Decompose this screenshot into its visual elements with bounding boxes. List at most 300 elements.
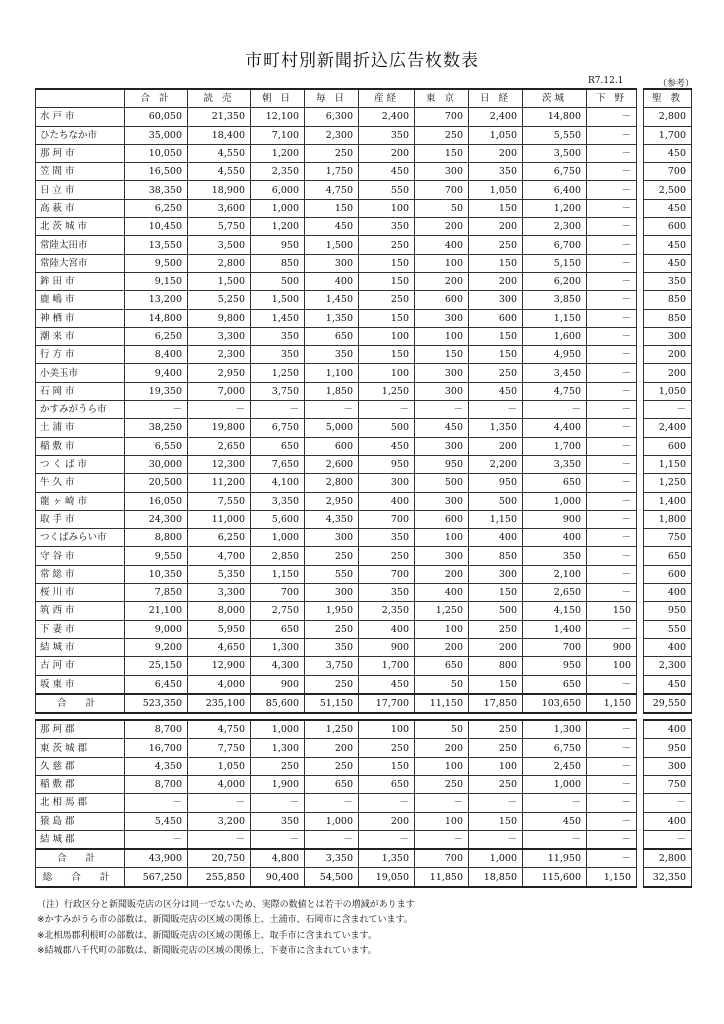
column-gap [637,868,644,887]
table-cell: 2,800 [188,254,251,272]
table-cell: 700 [523,638,587,656]
table-cell: 450 [359,675,415,694]
table-cell: 50 [415,675,469,694]
table-cell: 12,900 [188,657,251,675]
table-cell: 400 [305,272,359,290]
table-cell: 2,750 [251,602,305,620]
table-cell: 850 [644,309,692,327]
table-cell: 21,100 [125,602,188,620]
table-cell: 700 [359,565,415,583]
table-cell: 300 [644,327,692,345]
table-cell: 350 [305,638,359,656]
table-cell: 1,600 [523,327,587,345]
table-cell: － [587,474,637,492]
table-cell: 150 [415,346,469,364]
table-cell: 400 [644,812,692,830]
table-cell: 150 [469,199,523,217]
table-cell: 250 [359,547,415,565]
column-gap [637,455,644,473]
table-cell: 650 [251,620,305,638]
table-cell: 11,950 [523,849,587,868]
table-cell: 9,150 [125,272,188,290]
page-title: 市町村別新聞折込広告枚数表 [245,51,479,71]
row-label: 下 妻 市 [36,620,125,638]
table-cell: 150 [415,144,469,162]
table-cell: 6,750 [523,163,587,181]
table-cell: 7,750 [188,739,251,757]
row-label: 小美玉市 [36,364,125,382]
table-cell: 5,000 [305,419,359,437]
table-cell: 100 [359,199,415,217]
table-cell: 750 [644,775,692,793]
table-cell: 2,400 [469,108,523,126]
table-cell: － [644,794,692,812]
table-cell: 30,000 [125,455,188,473]
notes [37,898,415,960]
table-cell: － [587,291,637,309]
table-cell: － [587,236,637,254]
table-cell: － [587,108,637,126]
row-label: 合 計 [36,849,125,868]
column-header: 聖 教 [644,89,692,108]
table-cell: 1,000 [523,492,587,510]
table-cell: － [587,775,637,793]
table-cell: 3,500 [523,144,587,162]
table-cell: 38,350 [125,181,188,199]
table-cell: － [644,401,692,419]
table-cell: 7,850 [125,584,188,602]
table-row [36,602,692,620]
table-cell: 500 [415,474,469,492]
table-cell: 9,400 [125,364,188,382]
table-cell: 1,000 [469,849,523,868]
table-cell: 6,000 [251,181,305,199]
column-gap [637,720,644,739]
table-cell: 2,300 [644,657,692,675]
table-cell: － [188,401,251,419]
row-label: つくばみらい市 [36,529,125,547]
table-cell: 1,700 [359,657,415,675]
table-cell: 100 [359,327,415,345]
row-label: 日 立 市 [36,181,125,199]
table-cell: － [587,849,637,868]
table-cell: 150 [469,327,523,345]
table-cell: 850 [251,254,305,272]
table-cell: － [587,419,637,437]
table-cell: 150 [359,346,415,364]
circulation-table [35,88,692,888]
table-row [36,272,692,290]
table-cell: 550 [359,181,415,199]
table-cell: 100 [469,757,523,775]
table-cell: － [251,830,305,849]
row-label: 常陸大宮市 [36,254,125,272]
table-cell: 4,300 [251,657,305,675]
row-label: 久 慈 郡 [36,757,125,775]
column-gap [637,382,644,400]
table-cell: 200 [359,144,415,162]
table-row [36,382,692,400]
table-cell: 400 [415,236,469,254]
table-cell: 3,600 [188,199,251,217]
table-cell: 4,000 [188,775,251,793]
table-cell: 550 [644,620,692,638]
table-cell: 3,350 [251,492,305,510]
row-label: 北 茨 城 市 [36,218,125,236]
table-cell: － [587,309,637,327]
table-cell: 5,550 [523,126,587,144]
table-cell: － [587,218,637,236]
table-cell: 38,250 [125,419,188,437]
table-cell: 9,800 [188,309,251,327]
table-cell: 1,400 [523,620,587,638]
table-cell: 1,000 [523,775,587,793]
row-label: 取 手 市 [36,510,125,528]
table-cell: 350 [644,272,692,290]
table-cell: 300 [415,364,469,382]
district-total-row [36,849,692,868]
table-cell: － [125,830,188,849]
table-cell: 255,850 [188,868,251,887]
table-cell: － [587,346,637,364]
table-cell: － [251,401,305,419]
table-cell: 1,150 [587,694,637,713]
table-cell: 200 [415,565,469,583]
table-cell: 1,050 [469,181,523,199]
table-cell: 350 [359,218,415,236]
table-cell: 450 [644,254,692,272]
table-cell: 250 [251,757,305,775]
table-cell: 950 [359,455,415,473]
table-cell: 3,500 [188,236,251,254]
table-cell: 10,450 [125,218,188,236]
table-cell: 9,200 [125,638,188,656]
table-cell: 9,550 [125,547,188,565]
table-row [36,510,692,528]
table-cell: 950 [644,739,692,757]
column-gap [637,181,644,199]
row-label: 猿 島 郡 [36,812,125,830]
table-cell: 2,200 [469,455,523,473]
table-cell: － [469,830,523,849]
note-line: ※結城郡八千代町の部数は、新聞販売店の区域の関係上、下妻市に含まれています。 [37,946,377,957]
table-row [36,775,692,793]
table-cell: 450 [523,812,587,830]
table-cell: － [359,794,415,812]
table-cell: 1,300 [251,638,305,656]
table-cell: 18,850 [469,868,523,887]
table-cell: 90,400 [251,868,305,887]
table-cell: － [587,584,637,602]
table-cell: 1,500 [305,236,359,254]
table-cell: 500 [251,272,305,290]
table-cell: 700 [644,163,692,181]
table-cell: 6,200 [523,272,587,290]
table-row [36,327,692,345]
table-cell: 250 [305,620,359,638]
table-row [36,529,692,547]
table-cell: － [359,401,415,419]
table-cell: － [523,401,587,419]
table-cell: 150 [469,812,523,830]
table-cell: 150 [587,602,637,620]
table-cell: 350 [251,812,305,830]
table-cell: － [188,830,251,849]
table-row [36,547,692,565]
table-cell: 4,750 [523,382,587,400]
table-cell: 6,250 [188,529,251,547]
table-cell: 6,400 [523,181,587,199]
table-cell: 6,450 [125,675,188,694]
table-cell: 4,750 [188,720,251,739]
table-cell: 9,500 [125,254,188,272]
table-cell: 100 [415,327,469,345]
table-cell: 3,200 [188,812,251,830]
table-cell: 900 [587,638,637,656]
table-cell: 235,100 [188,694,251,713]
table-cell: 50 [415,720,469,739]
table-cell: 250 [469,720,523,739]
table-cell: － [587,181,637,199]
column-gap [637,739,644,757]
table-cell: 18,900 [188,181,251,199]
column-gap [637,163,644,181]
table-cell: 200 [469,638,523,656]
table-cell: 700 [251,584,305,602]
column-header: 朝 日 [251,89,305,108]
table-cell: 250 [469,620,523,638]
table-cell: － [305,830,359,849]
table-cell: 300 [359,474,415,492]
row-label: 総 合 計 [36,868,125,887]
row-label: 常陸太田市 [36,236,125,254]
table-cell: 350 [523,547,587,565]
table-cell: 4,950 [523,346,587,364]
table-row [36,812,692,830]
table-cell: 950 [523,657,587,675]
table-cell: 3,350 [523,455,587,473]
table-cell: － [523,794,587,812]
table-cell: － [587,364,637,382]
table-cell: 1,400 [644,492,692,510]
column-gap [637,812,644,830]
table-row [36,720,692,739]
table-cell: － [415,830,469,849]
table-cell: 50 [415,199,469,217]
table-cell: 4,100 [251,474,305,492]
table-cell: 4,550 [188,163,251,181]
table-cell: 300 [415,492,469,510]
table-cell: 2,300 [188,346,251,364]
row-label: 筑 西 市 [36,602,125,620]
table-cell: 300 [415,437,469,455]
table-cell: － [587,565,637,583]
column-header: 日 経 [469,89,523,108]
table-cell: 900 [359,638,415,656]
table-row [36,144,692,162]
table-row [36,794,692,812]
table-cell: 51,150 [305,694,359,713]
table-cell: － [587,739,637,757]
table-cell: 200 [469,437,523,455]
table-cell: 450 [644,199,692,217]
table-cell: － [587,675,637,694]
column-gap [637,694,644,713]
table-cell: － [188,794,251,812]
table-row [36,126,692,144]
table-cell: 3,350 [305,849,359,868]
table-cell: 450 [469,382,523,400]
row-label: 那 珂 市 [36,144,125,162]
table-cell: 20,750 [188,849,251,868]
table-cell: 2,300 [305,126,359,144]
column-gap [637,144,644,162]
table-row [36,364,692,382]
table-cell: 1,700 [523,437,587,455]
table-cell: 1,300 [251,739,305,757]
table-cell: 650 [251,437,305,455]
table-cell: 250 [469,364,523,382]
table-row [36,181,692,199]
table-cell: － [359,830,415,849]
table-cell: 450 [359,437,415,455]
table-cell: － [587,830,637,849]
table-cell: 200 [469,144,523,162]
table-cell: － [251,794,305,812]
table-cell: 350 [359,584,415,602]
table-cell: 200 [469,218,523,236]
table-cell: 400 [415,584,469,602]
row-label: 守 谷 市 [36,547,125,565]
table-cell: 650 [305,327,359,345]
table-cell: 103,650 [523,694,587,713]
table-cell: 12,100 [251,108,305,126]
table-cell: 400 [359,492,415,510]
table-cell: 200 [359,812,415,830]
table-cell: 10,050 [125,144,188,162]
note-line: ※北相馬郡利根町の部数は、新聞販売店の区域の関係上、取手市に含まれています。 [37,930,377,941]
city-total-row [36,694,692,713]
table-row [36,254,692,272]
table-row [36,218,692,236]
table-cell: 1,000 [251,199,305,217]
table-cell: 7,000 [188,382,251,400]
table-cell: 650 [359,775,415,793]
table-cell: 100 [359,720,415,739]
table-cell: 4,350 [125,757,188,775]
table-cell: 150 [469,584,523,602]
row-label: かすみがうら市 [36,401,125,419]
row-label: 笠 間 市 [36,163,125,181]
table-cell: 250 [359,236,415,254]
table-cell: 19,350 [125,382,188,400]
table-cell: 1,900 [251,775,305,793]
table-cell: 25,150 [125,657,188,675]
row-label: 東 茨 城 郡 [36,739,125,757]
table-cell: － [587,510,637,528]
table-cell: 700 [359,510,415,528]
column-gap [637,272,644,290]
table-cell: 14,800 [125,309,188,327]
table-row [36,455,692,473]
table-cell: 850 [469,547,523,565]
table-cell: 600 [415,291,469,309]
row-label: 鹿 嶋 市 [36,291,125,309]
table-row [36,346,692,364]
table-cell: 3,750 [251,382,305,400]
table-cell: － [587,455,637,473]
table-cell: 523,350 [125,694,188,713]
row-label: 坂 東 市 [36,675,125,694]
table-cell: 1,450 [305,291,359,309]
table-cell: 2,600 [305,455,359,473]
table-cell: － [587,401,637,419]
table-cell: 250 [359,739,415,757]
table-cell: 7,650 [251,455,305,473]
table-cell: 250 [305,675,359,694]
grand-total-row [36,868,692,887]
row-label: 牛 久 市 [36,474,125,492]
table-row [36,309,692,327]
table-cell: 300 [469,565,523,583]
table-cell: 1,250 [359,382,415,400]
table-cell: 1,700 [644,126,692,144]
table-cell: 2,800 [644,849,692,868]
table-cell: 4,150 [523,602,587,620]
reference-label: （参考） [658,79,695,89]
table-cell: 150 [469,675,523,694]
table-cell: 1,050 [469,126,523,144]
table-cell: 8,800 [125,529,188,547]
table-cell: － [587,620,637,638]
table-cell: 250 [469,236,523,254]
column-gap [637,108,644,126]
table-cell: 1,450 [251,309,305,327]
table-cell: 5,450 [125,812,188,830]
table-row [36,565,692,583]
table-cell: － [415,401,469,419]
column-header: 産経 [359,89,415,108]
row-label: ひたちなか市 [36,126,125,144]
column-gap [637,199,644,217]
table-cell: 1,150 [523,309,587,327]
table-cell: 3,750 [305,657,359,675]
table-cell: － [587,126,637,144]
column-gap [637,510,644,528]
table-cell: 2,400 [644,419,692,437]
table-cell: 400 [644,638,692,656]
table-cell: 100 [415,620,469,638]
table-cell: 250 [469,775,523,793]
table-cell: 6,700 [523,236,587,254]
table-cell: 950 [469,474,523,492]
row-label: 潮 来 市 [36,327,125,345]
table-cell: 4,800 [251,849,305,868]
table-cell: － [469,401,523,419]
table-cell: 2,500 [644,181,692,199]
table-row [36,163,692,181]
row-label: 石 岡 市 [36,382,125,400]
table-cell: － [305,794,359,812]
table-cell: 567,250 [125,868,188,887]
column-gap [637,291,644,309]
table-cell: 700 [415,849,469,868]
table-cell: 150 [469,346,523,364]
note-line: ※かすみがうら市の部数は、新聞販売店の区域の関係上、土浦市、石岡市に含まれています。 [37,915,413,926]
table-cell: 900 [523,510,587,528]
table-row [36,199,692,217]
table-cell: 2,850 [251,547,305,565]
